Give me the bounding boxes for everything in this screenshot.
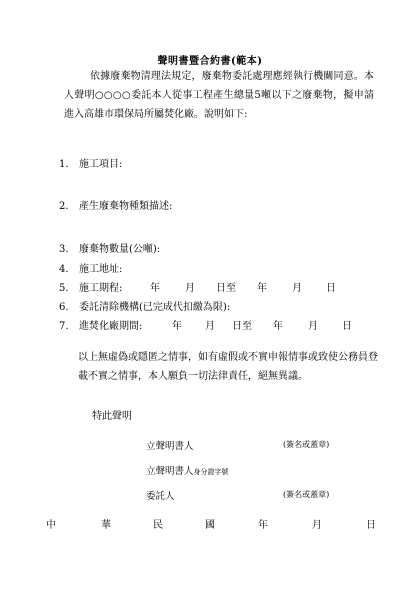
footer-month: 月	[312, 520, 322, 531]
item-number: 6.	[59, 302, 69, 313]
declarant-id-label: 立聲明書人	[146, 466, 194, 477]
declarant-id-row	[146, 463, 229, 477]
item-label: 施工期程:	[79, 283, 123, 294]
footer-day: 日	[366, 520, 376, 531]
item-address	[59, 260, 122, 275]
period-year-2: 年	[273, 321, 283, 332]
item-waste-amount	[59, 240, 160, 255]
id-number-label: 身分證字號	[193, 468, 229, 476]
item-construction	[59, 155, 122, 170]
item-number: 3.	[59, 244, 69, 255]
period-month-2: 月	[308, 321, 318, 332]
footer-guo: 國	[205, 520, 215, 531]
item-label: 廢棄物數量(公噸):	[79, 244, 161, 255]
schedule-year-2: 年	[257, 283, 267, 294]
client-label: 委託人	[146, 491, 175, 502]
item-number: 1.	[59, 159, 69, 170]
period-month-1: 月	[205, 321, 215, 332]
period-day-2: 日	[342, 321, 352, 332]
intro-paragraph: 依據廢棄物清理法規定，廢棄物委託處理應經執行機關同意。本人聲明○○○○委託本人從事工程產生總量5噸以下之廢棄物，擬申請進入高雄市環保局所屬焚化廠。說明如下:	[64, 71, 374, 120]
client-seal-note: (簽名或蓋章)	[283, 490, 330, 499]
declarant-label: 立聲明書人	[146, 441, 194, 452]
item-contractor	[59, 298, 230, 313]
item-incinerator-period	[59, 317, 142, 332]
period-year-1: 年	[172, 321, 182, 332]
item-number: 4.	[59, 264, 69, 275]
item-waste-type	[59, 197, 172, 212]
schedule-day-2: 日	[326, 283, 336, 294]
item-label: 施工地址:	[79, 264, 123, 275]
schedule-month-1: 月	[185, 283, 195, 294]
item-label: 進焚化廠期間:	[79, 321, 143, 332]
item-number: 5.	[59, 283, 69, 294]
item-number: 2.	[59, 201, 69, 212]
footer-hua: 華	[101, 520, 111, 531]
item-label: 產生廢棄物種類描述:	[79, 201, 173, 212]
item-number: 7.	[59, 321, 69, 332]
item-label: 施工項目:	[79, 159, 123, 170]
schedule-year-1: 年	[150, 283, 160, 294]
declaration-paragraph: 以上無虛偽或隱匿之情事，如有虛假或不實申報情事或致使公務員登載不實之情事，本人願負一切法律責任，絕無異議。	[78, 352, 378, 382]
schedule-to: 日至	[216, 283, 236, 294]
document-title: 聲明書暨合約書(範本)	[157, 56, 263, 67]
period-to: 日至	[232, 321, 252, 332]
item-schedule	[59, 279, 122, 294]
schedule-month-2: 月	[292, 283, 302, 294]
special-declaration: 特此聲明	[92, 411, 132, 422]
item-label: 委託清除機構(已完成代扣繳為限):	[79, 302, 231, 313]
footer-year: 年	[258, 520, 268, 531]
declarant-seal-note: (簽名或蓋章)	[283, 440, 330, 449]
footer-min: 民	[153, 520, 163, 531]
footer-zhong: 中	[46, 520, 56, 531]
